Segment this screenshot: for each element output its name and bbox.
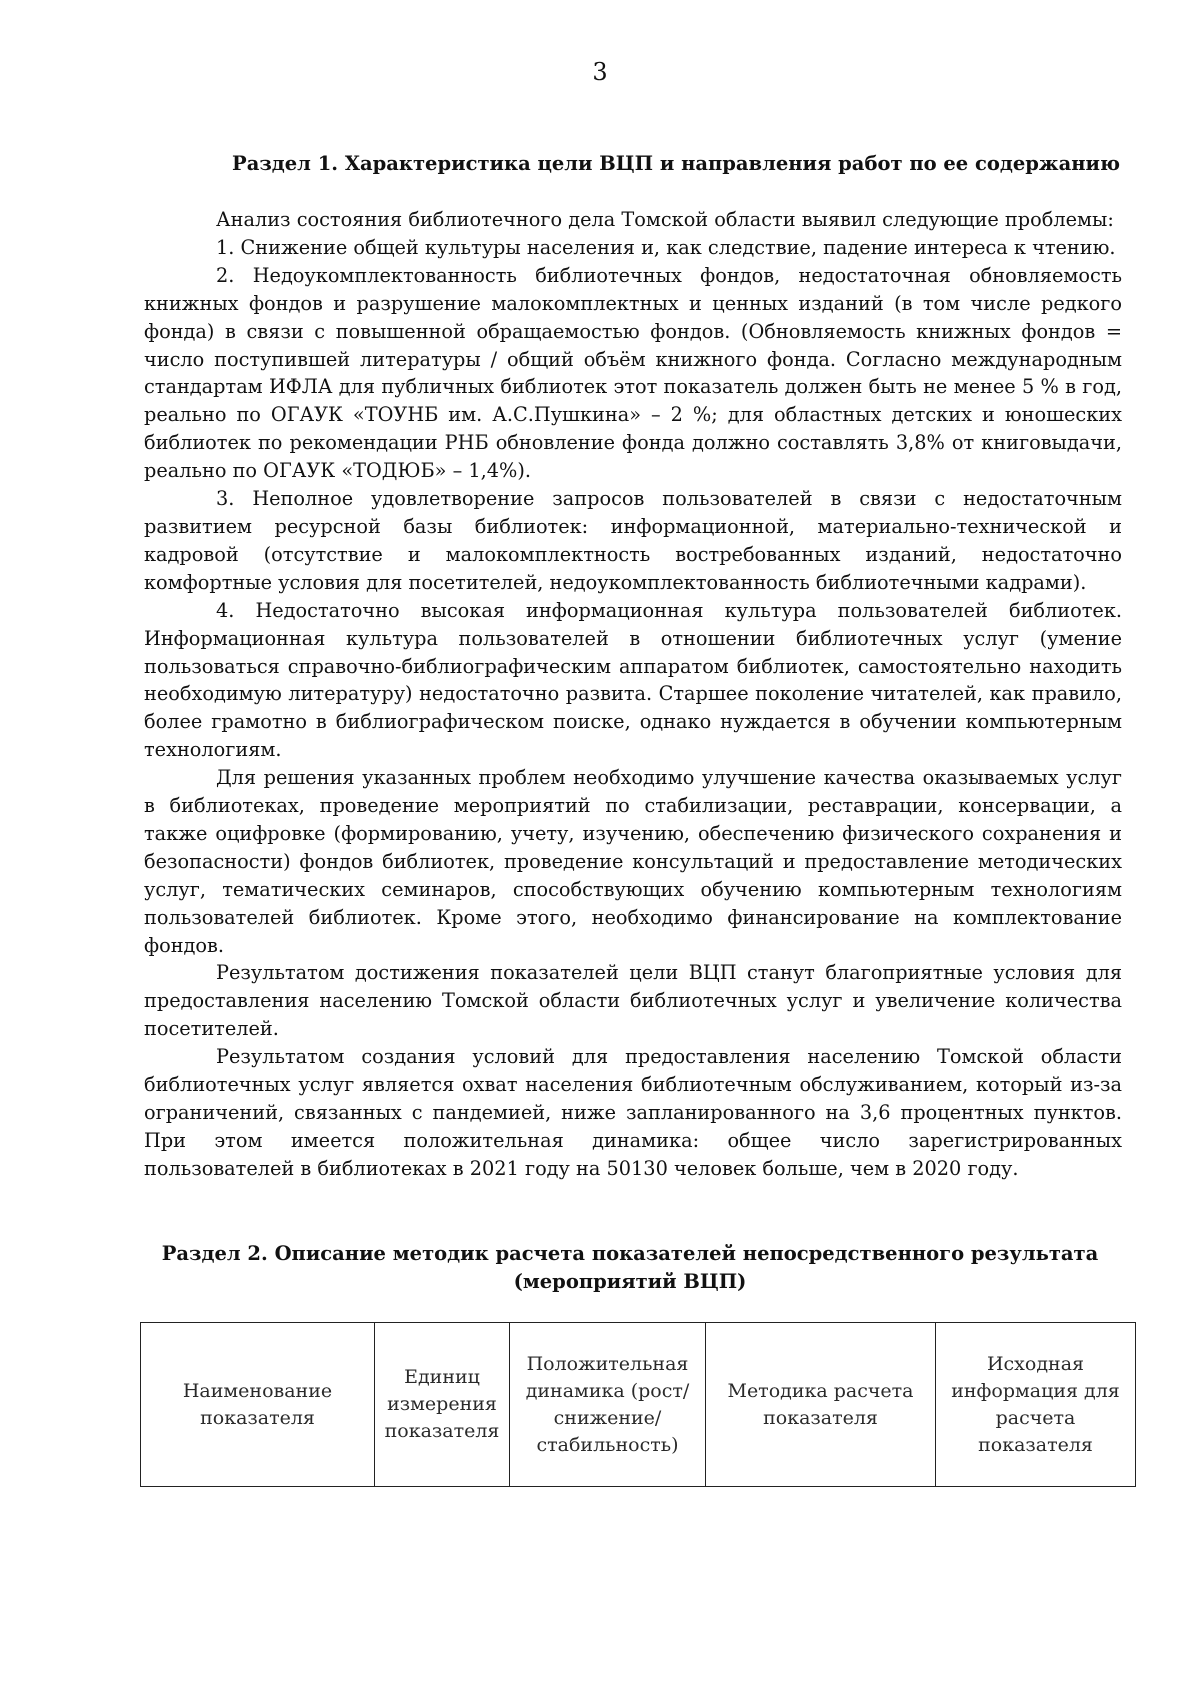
paragraph-problem-4: 4. Недостаточно высокая информационная культура пользователей библиотек. Информационная культура пользователей в отношении библиотечных услуг (умение пользоваться справочно-библиографическим аппаратом библиотек, самостоятельно находить необходимую литературу) недостаточно развита. Старшее поколение читателей, как правило, более грамотно в библиографическом поиске, однако нуждается в обучении компьютерным технологиям. [144, 598, 1122, 762]
paragraph-problem-2: 2. Недоукомплектованность библиотечных фондов, недостаточная обновляемость книжных фондов и разрушение малокомплектных и ценных изданий (в том числе редкого фонда) в связи с повышенной обращаемостью фондов. (Обновляемость книжных фондов = число поступившей литературы / общий объём книжного фонда. Согласно международным стандартам ИФЛА для публичных библиотек этот показатель должен быть не менее 5 % в год, реально по ОГАУК «ТОУНБ им. А.С.Пушкина» – 2 %; для областных детских и юношеских библиотек по рекомендации РНБ обновление фонда должно составлять 3,8% от книговыдачи, реально по ОГАУК «ТОДЮБ» – 1,4%). [144, 263, 1122, 483]
header-unit: Единиц измерения показателя [375, 1323, 510, 1487]
section-2-heading: Раздел 2. Описание методик расчета показателей непосредственного результата (мероприятий ВЦП) [161, 1242, 1099, 1293]
paragraph-intro: Анализ состояния библиотечного дела Томской области выявил следующие проблемы: [216, 208, 1114, 231]
section-1-body [144, 206, 1122, 1183]
paragraph-problem-1: 1. Снижение общей культуры населения и, как следствие, падение интереса к чтению. [216, 235, 1116, 259]
header-indicator-name: Наименование показателя [141, 1323, 375, 1487]
paragraph-solution: Для решения указанных проблем необходимо улучшение качества оказываемых услуг в библиотеках, проведение мероприятий по стабилизации, реставрации, консервации, а также оцифровке (формированию, учету, изучению, обеспечению физического сохранения и безопасности) фондов библиотек, проведение консультаций и предоставление методических услуг, тематических семинаров, способствующих обучению компьютерным технологиям пользователей библиотек. Кроме этого, необходимо финансирование на комплектование фондов. [144, 766, 1122, 957]
section-1-heading: Раздел 1. Характеристика цели ВЦП и направления работ по ее содержанию [232, 152, 1120, 175]
header-calculation-method: Методика расчета показателя [706, 1323, 936, 1487]
paragraph-result-coverage: Результатом создания условий для предоставления населению Томской области библиотечных услуг является охват населения библиотечным обслуживанием, который из-за ограничений, связанных с пандемией, ниже запланированного на 3,6 процентных пунктов. При этом имеется положительная динамика: общее число зарегистрированных пользователей в библиотеках в 2021 году на 50130 человек больше, чем в 2020 году. [144, 1045, 1122, 1180]
page-number: 3 [592, 58, 608, 86]
header-positive-dynamics: Положительная динамика (рост/снижение/ стабильность) [510, 1323, 706, 1487]
header-source-information: Исходная информация для расчета показателя [936, 1323, 1136, 1487]
indicators-table [140, 1322, 1136, 1487]
paragraph-problem-3: 3. Неполное удовлетворение запросов пользователей в связи с недостаточным развитием ресурсной базы библиотек: информационной, материально-технической и кадровой (отсутствие и малокомплектность востребованных изданий, недостаточно комфортные условия для посетителей, недоукомплектованность библиотечными кадрами). [144, 487, 1122, 594]
paragraph-result-indicators: Результатом достижения показателей цели ВЦП станут благоприятные условия для предоставления населению Томской области библиотечных услуг и увеличение количества посетителей. [144, 961, 1122, 1041]
table-header-row [141, 1323, 1136, 1487]
